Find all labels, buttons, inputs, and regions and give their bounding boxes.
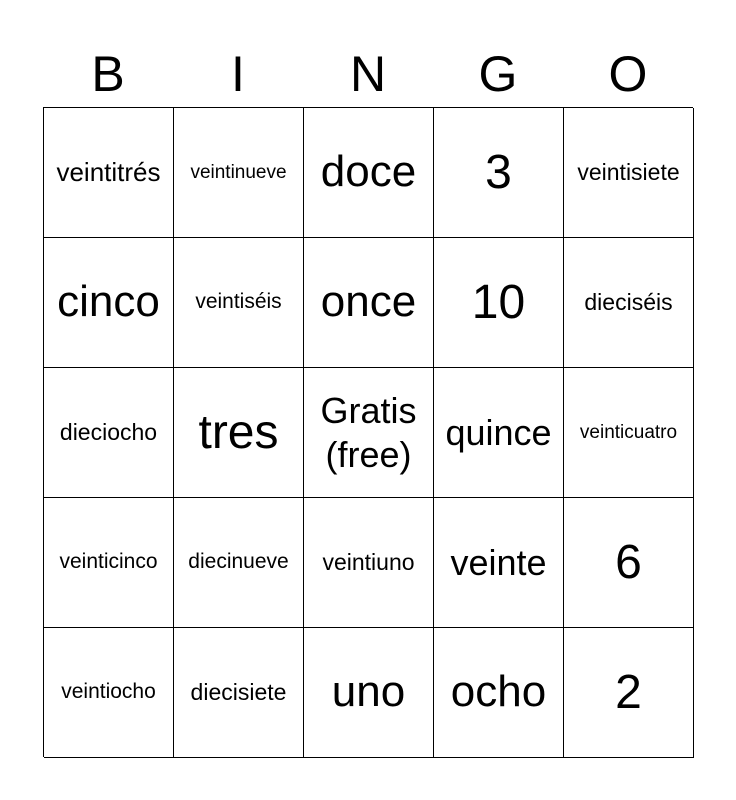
bingo-cell[interactable]: once xyxy=(304,238,434,368)
bingo-cell[interactable]: cinco xyxy=(44,238,174,368)
bingo-cell[interactable]: tres xyxy=(174,368,304,498)
bingo-cell[interactable]: veintiocho xyxy=(44,628,174,758)
header-letter-i: I xyxy=(231,46,245,102)
bingo-card-grid xyxy=(43,107,693,757)
bingo-cell[interactable]: veintiuno xyxy=(304,498,434,628)
bingo-cell[interactable]: veinte xyxy=(434,498,564,628)
free-space-cell[interactable]: Gratis (free) xyxy=(304,368,434,498)
bingo-cell[interactable]: 6 xyxy=(564,498,694,628)
bingo-cell[interactable]: ocho xyxy=(434,628,564,758)
bingo-cell[interactable]: diecisiete xyxy=(174,628,304,758)
bingo-cell[interactable]: veintitrés xyxy=(44,108,174,238)
bingo-cell[interactable]: veintisiete xyxy=(564,108,694,238)
header-letter-b: B xyxy=(91,46,125,102)
bingo-cell[interactable]: 3 xyxy=(434,108,564,238)
header-letter-o: O xyxy=(608,46,648,102)
bingo-cell[interactable]: doce xyxy=(304,108,434,238)
bingo-cell[interactable]: veintiséis xyxy=(174,238,304,368)
bingo-cell[interactable]: diecinueve xyxy=(174,498,304,628)
bingo-cell[interactable]: uno xyxy=(304,628,434,758)
bingo-cell[interactable]: veinticinco xyxy=(44,498,174,628)
bingo-cell[interactable]: dieciocho xyxy=(44,368,174,498)
bingo-cell[interactable]: quince xyxy=(434,368,564,498)
header-letter-g: G xyxy=(478,46,518,102)
bingo-cell[interactable]: dieciséis xyxy=(564,238,694,368)
bingo-cell[interactable]: 10 xyxy=(434,238,564,368)
bingo-header xyxy=(43,44,693,104)
header-letter-n: N xyxy=(349,46,387,102)
bingo-cell[interactable]: veinticuatro xyxy=(564,368,694,498)
bingo-cell[interactable]: 2 xyxy=(564,628,694,758)
bingo-cell[interactable]: veintinueve xyxy=(174,108,304,238)
